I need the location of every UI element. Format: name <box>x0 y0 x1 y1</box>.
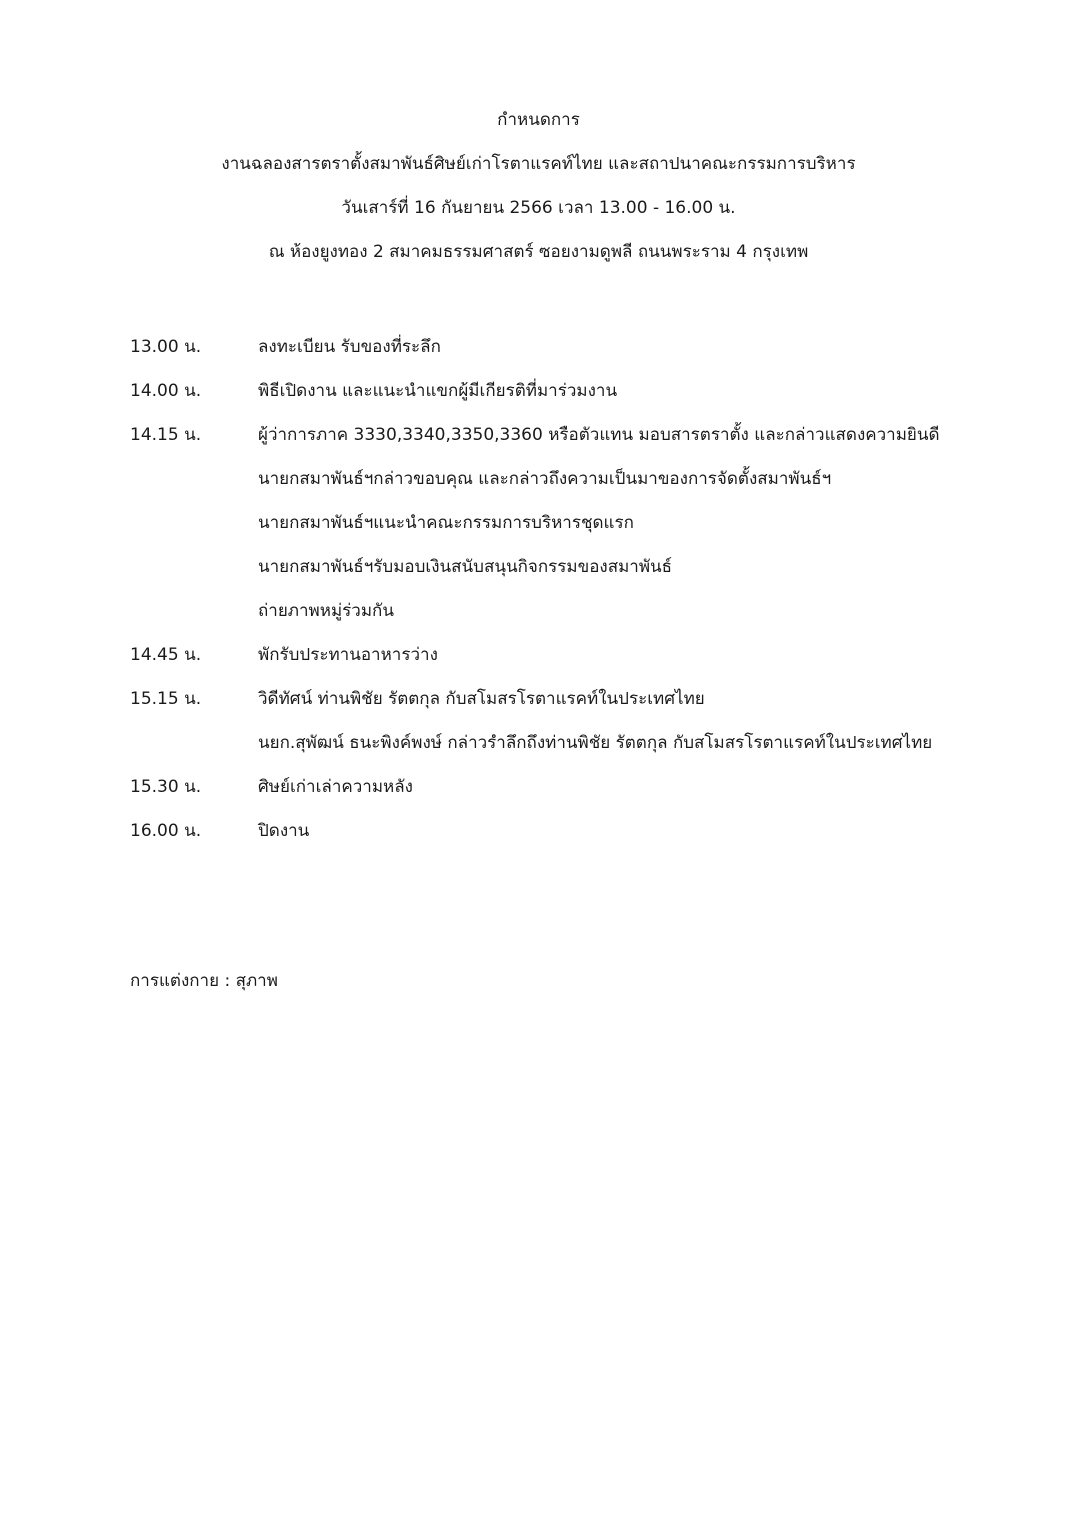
schedule-description: พิธีเปิดงาน และแนะนำแขกผู้มีเกียรติที่มาร่วมงาน <box>258 381 618 401</box>
schedule-time: 14.45 น. <box>130 645 202 665</box>
schedule-row <box>130 821 1030 865</box>
schedule-description: พักรับประทานอาหารว่าง <box>258 645 438 665</box>
dress-code: การแต่งกาย : สุภาพ <box>130 971 278 991</box>
schedule-time: 14.15 น. <box>130 425 202 445</box>
schedule-description: ถ่ายภาพหมู่ร่วมกัน <box>258 601 394 621</box>
schedule-row <box>130 381 1030 425</box>
schedule-description: ลงทะเบียน รับของที่ระลึก <box>258 337 441 357</box>
schedule-description: นยก.สุพัฒน์ ธนะพิงค์พงษ์ กล่าวรำลึกถึงท่านพิชัย รัตตกุล กับสโมสรโรตาแรคท์ในประเทศไทย <box>258 733 933 753</box>
schedule-row <box>130 689 1030 733</box>
schedule-row <box>130 733 1030 777</box>
event-name: งานฉลองสารตราตั้งสมาพันธ์ศิษย์เก่าโรตาแรคท์ไทย และสถาปนาคณะกรรมการบริหาร <box>221 154 856 174</box>
schedule-row <box>130 469 1030 513</box>
schedule-description: นายกสมาพันธ์ฯแนะนำคณะกรรมการบริหารชุดแรก <box>258 513 634 533</box>
schedule-row <box>130 557 1030 601</box>
document-header <box>0 110 1077 286</box>
schedule-row <box>130 337 1030 381</box>
schedule-row <box>130 777 1030 821</box>
schedule-row <box>130 425 1030 469</box>
schedule-list <box>130 337 1030 865</box>
schedule-time: 14.00 น. <box>130 381 202 401</box>
event-venue: ณ ห้องยูงทอง 2 สมาคมธรรมศาสตร์ ซอยงามดูพลี ถนนพระราม 4 กรุงเทพ <box>268 242 809 262</box>
schedule-description: ผู้ว่าการภาค 3330,3340,3350,3360 หรือตัวแทน มอบสารตราตั้ง และกล่าวแสดงความยินดี <box>258 425 940 445</box>
schedule-time: 13.00 น. <box>130 337 202 357</box>
schedule-description: ศิษย์เก่าเล่าความหลัง <box>258 777 413 797</box>
schedule-time: 16.00 น. <box>130 821 202 841</box>
document-title: กำหนดการ <box>497 110 580 130</box>
schedule-description: นายกสมาพันธ์ฯรับมอบเงินสนับสนุนกิจกรรมของสมาพันธ์ <box>258 557 673 577</box>
schedule-row <box>130 513 1030 557</box>
schedule-description: ปิดงาน <box>258 821 310 841</box>
schedule-time: 15.15 น. <box>130 689 202 709</box>
schedule-description: นายกสมาพันธ์ฯกล่าวขอบคุณ และกล่าวถึงความเป็นมาของการจัดตั้งสมาพันธ์ฯ <box>258 469 832 489</box>
schedule-description: วิดีทัศน์ ท่านพิชัย รัตตกุล กับสโมสรโรตาแรคท์ในประเทศไทย <box>258 689 705 709</box>
schedule-time: 15.30 น. <box>130 777 202 797</box>
schedule-row <box>130 645 1030 689</box>
event-date-time: วันเสาร์ที่ 16 กันยายน 2566 เวลา 13.00 - 16.00 น. <box>341 198 736 218</box>
schedule-row <box>130 601 1030 645</box>
